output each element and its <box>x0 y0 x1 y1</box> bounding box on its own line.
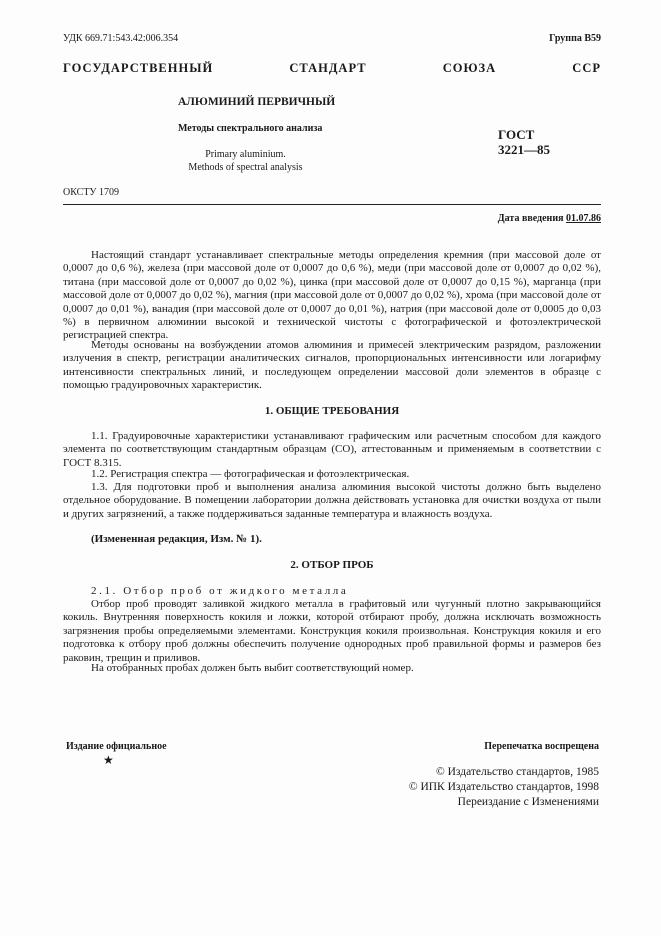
state-standard-banner: ГОСУДАРСТВЕННЫЙ СТАНДАРТ СОЮЗА ССР <box>63 61 601 75</box>
intro-paragraph-2: Методы основаны на возбуждении атомов алюминия и примесей электрическим разрядом, разложении излучения в спектр, регистрации аналитических сигналов, пропорциональных интенсивности или логарифму интенсивности спектральных линий, и последующем определении массовой доли элементов в образце с помощью градуировочных характеристик. <box>63 339 601 392</box>
reprint-prohibited: Перепечатка воспрещена <box>484 741 599 752</box>
copyright-1985: © Издательство стандартов, 1985 <box>435 766 599 778</box>
oksty-code: ОКСТУ 1709 <box>63 187 120 198</box>
group-code: Группа В59 <box>549 33 601 44</box>
section-1-heading: 1. ОБЩИЕ ТРЕБОВАНИЯ <box>264 405 400 417</box>
reissue-note: Переиздание с Изменениями <box>457 796 599 808</box>
udk-code: УДК 669.71:543.42:006.354 <box>63 33 179 44</box>
amendment-note: (Измененная редакция, Изм. № 1). <box>91 533 262 545</box>
section-1-1: 1.1. Градуировочные характеристики устанавливают графическим или расчетным способом для каждого элемента по соответствующим стандартным образцам (СО), аттестованным и применяемым в соответствии с ГОСТ 8.315. <box>63 430 601 469</box>
star-icon: ★ <box>103 753 114 767</box>
english-title-line2: Methods of spectral analysis <box>188 162 303 173</box>
document-title: АЛЮМИНИЙ ПЕРВИЧНЫЙ <box>178 96 336 108</box>
header-divider <box>63 204 601 205</box>
section-2-1-body: Отбор проб проводят заливкой жидкого металла в графитовый или чугунный плотно закрывающийся кокиль. Внутренняя поверхность кокиля и ложки, которой отбирают пробу, должна исключать возможность загрязнения пробы определяемыми элементами. Конструкция кокиля произвольная. Конструкция кокиля и его подготовка к отбору проб должны обеспечить получение однородных проб правильной формы и размеров без раковин, трещин и приливов. <box>63 598 601 664</box>
intro-date-label: Дата введения <box>497 213 564 224</box>
section-2-1-number: На отобранных пробах должен быть выбит соответствующий номер. <box>91 662 414 674</box>
intro-date <box>498 213 601 224</box>
gost-number: 3221—85 <box>498 142 550 157</box>
section-2-1-title <box>63 585 601 598</box>
section-1-2: 1.2. Регистрация спектра — фотографическая и фотоэлектрическая. <box>91 468 410 480</box>
section-2-1-label: 2.1. Отбор проб от жидкого металла <box>91 585 349 597</box>
gost-label: ГОСТ <box>498 127 535 142</box>
official-edition: Издание официальное <box>66 741 167 752</box>
english-title-line1: Primary aluminium. <box>205 149 286 160</box>
document-subtitle: Методы спектрального анализа <box>178 123 323 134</box>
intro-paragraph-1: Настоящий стандарт устанавливает спектральные методы определения кремния (при массовой доле от 0,0007 до 0,6 %), железа (при массовой доле от 0,0007 до 0,6 %), меди (при массовой доле от 0,0007 до 0,02 %), титана (при массовой доле от 0,0007 до 0,02 %), цинка (при массовой доле от 0,0007 до 0,15 %), марганца (при массовой доле от 0,0007 до 0,02 %), магния (при массовой доле от 0,0007 до 0,02 %), хрома (при массовой доле от 0,0007 до 0,01 %), ванадия (при массовой доле от 0,0007 до 0,01 %), натрия (при массовой доле от 0,0005 до 0,03 %) в первичном алюминии высокой и технической чистоты с фотографической и фотоэлектрической регистрацией спектра. <box>63 249 601 342</box>
copyright-1998: © ИПК Издательство стандартов, 1998 <box>408 781 599 793</box>
section-2-heading: 2. ОТБОР ПРОБ <box>290 559 374 571</box>
section-1-3: 1.3. Для подготовки проб и выполнения анализа алюминия высокой чистоты должно быть выделено отдельное оборудование. В помещении лаборатории должна действовать установка для очистки воздуха от пыли и других загрязнений, а также поддерживаться заданные температура и влажность воздуха. <box>63 481 601 520</box>
intro-date-value: 01.07.86 <box>566 213 601 224</box>
